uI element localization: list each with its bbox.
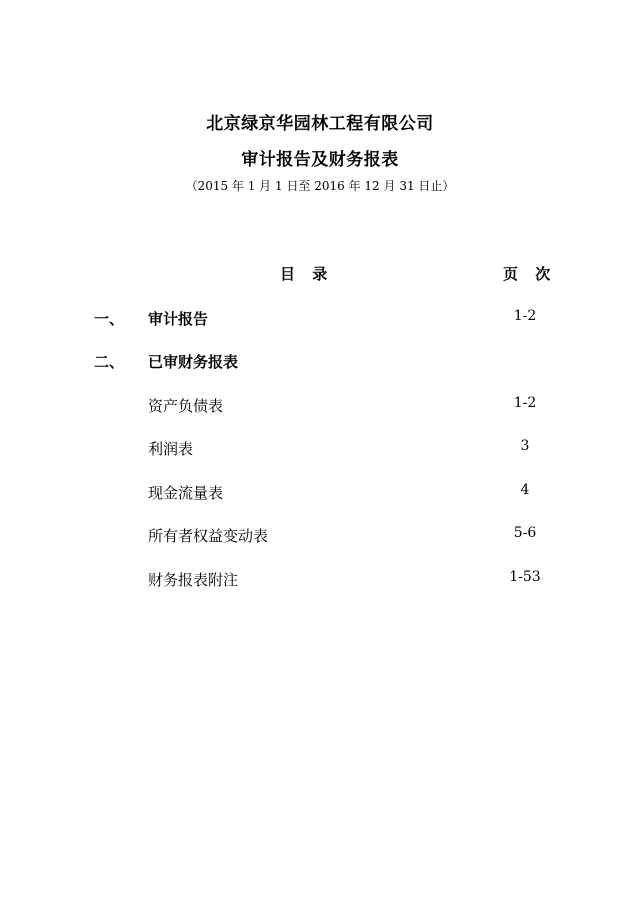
section-label: 已审财务报表 [148,353,239,371]
page-number: 4 [520,482,530,498]
page-number: 1-2 [513,308,537,324]
page-number: 5-6 [513,525,537,541]
section-number: 二、 [94,353,125,371]
toc-header-page: 页 次 [503,265,551,283]
company-name: 北京绿京华园林工程有限公司 [206,114,434,134]
item-label: 所有者权益变动表 [148,527,269,545]
item-label: 利润表 [148,440,194,458]
section-label: 审计报告 [148,310,209,328]
toc-header-contents: 目 录 [280,265,328,283]
page-number: 3 [520,438,530,454]
item-label: 现金流量表 [148,484,224,502]
page-number: 1-53 [509,569,541,585]
toc-item-row [0,482,640,506]
report-title: 审计报告及财务报表 [241,150,399,170]
toc-item-row [0,525,640,549]
reporting-period: （2015 年 1 月 1 日至 2016 年 12 月 31 日止） [185,179,455,193]
item-label: 财务报表附注 [148,571,239,589]
toc-item-row [0,395,640,419]
page-number: 1-2 [513,395,537,411]
item-label: 资产负债表 [148,397,224,415]
toc-item-row [0,569,640,593]
toc-section-row [0,351,640,375]
toc-section-row [0,308,640,332]
section-number: 一、 [94,310,125,328]
toc-item-row [0,438,640,462]
